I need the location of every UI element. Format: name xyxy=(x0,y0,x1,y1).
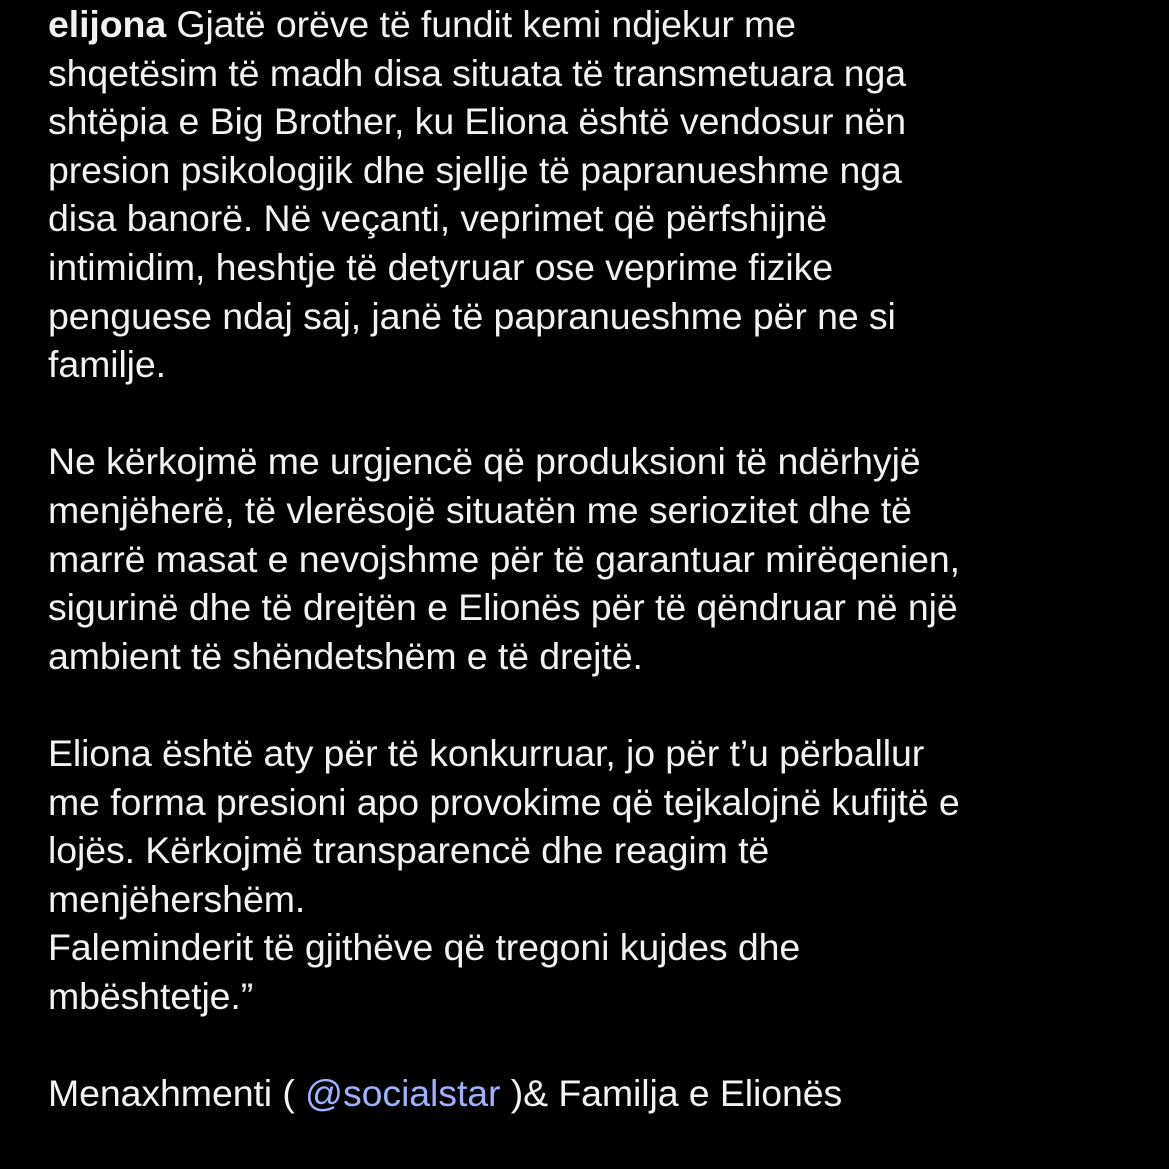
caption-line: marrë masat e nevojshme për të garantuar mirëqenien, xyxy=(48,537,960,580)
caption-line xyxy=(48,0,1138,49)
caption-line: menjëherë, të vlerësojë situatën me seriozitet dhe të xyxy=(48,488,912,531)
caption-line: presion psikologjik dhe sjellje të papranueshme nga xyxy=(48,148,902,191)
caption-line: me forma presioni apo provokime që tejkalojnë kufijtë e xyxy=(48,780,960,823)
caption-line: intimidim, heshtje të detyruar ose veprime fizike xyxy=(48,245,833,288)
username-link[interactable]: elijona xyxy=(48,3,167,45)
caption-line: penguese ndaj saj, janë të papranueshme për ne si xyxy=(48,294,896,337)
caption-line: menjëhershëm. xyxy=(48,877,306,920)
paragraph-break xyxy=(48,389,1138,438)
mention-link[interactable]: @socialstar xyxy=(305,1072,501,1115)
signature-prefix: Menaxhmenti ( xyxy=(48,1072,306,1115)
caption-line: mbështetje.” xyxy=(48,974,254,1017)
caption-line: disa banorë. Në veçanti, veprimet që përfshijnë xyxy=(48,197,828,240)
caption-line: Faleminderit të gjithëve që tregoni kujdes dhe xyxy=(48,926,801,969)
caption-line: sigurinë dhe të drejtën e Elionës për të qëndruar në një xyxy=(48,586,958,629)
caption-line: shqetësim të madh disa situata të transmetuara nga xyxy=(48,51,906,94)
caption-line: familje. xyxy=(48,343,166,386)
signature-suffix: )& Familja e Elionës xyxy=(500,1072,843,1115)
caption-line: Ne kërkojmë me urgjencë që produksioni të ndërhyjë xyxy=(48,440,921,483)
paragraph-break xyxy=(48,1020,1138,1069)
caption-line: lojës. Kërkojmë transparencë dhe reagim të xyxy=(48,829,770,872)
caption-text: Gjatë orëve të fundit kemi ndjekur me xyxy=(176,3,796,45)
caption-line: Eliona është aty për të konkurruar, jo për t’u përballur xyxy=(48,731,925,774)
caption-line: shtëpia e Big Brother, ku Eliona është vendosur nën xyxy=(48,100,906,143)
paragraph-break xyxy=(48,680,1138,729)
signature-line xyxy=(48,1069,1138,1118)
caption-line: ambient të shëndetshëm e të drejtë. xyxy=(48,634,643,677)
post-caption xyxy=(48,0,1138,1118)
